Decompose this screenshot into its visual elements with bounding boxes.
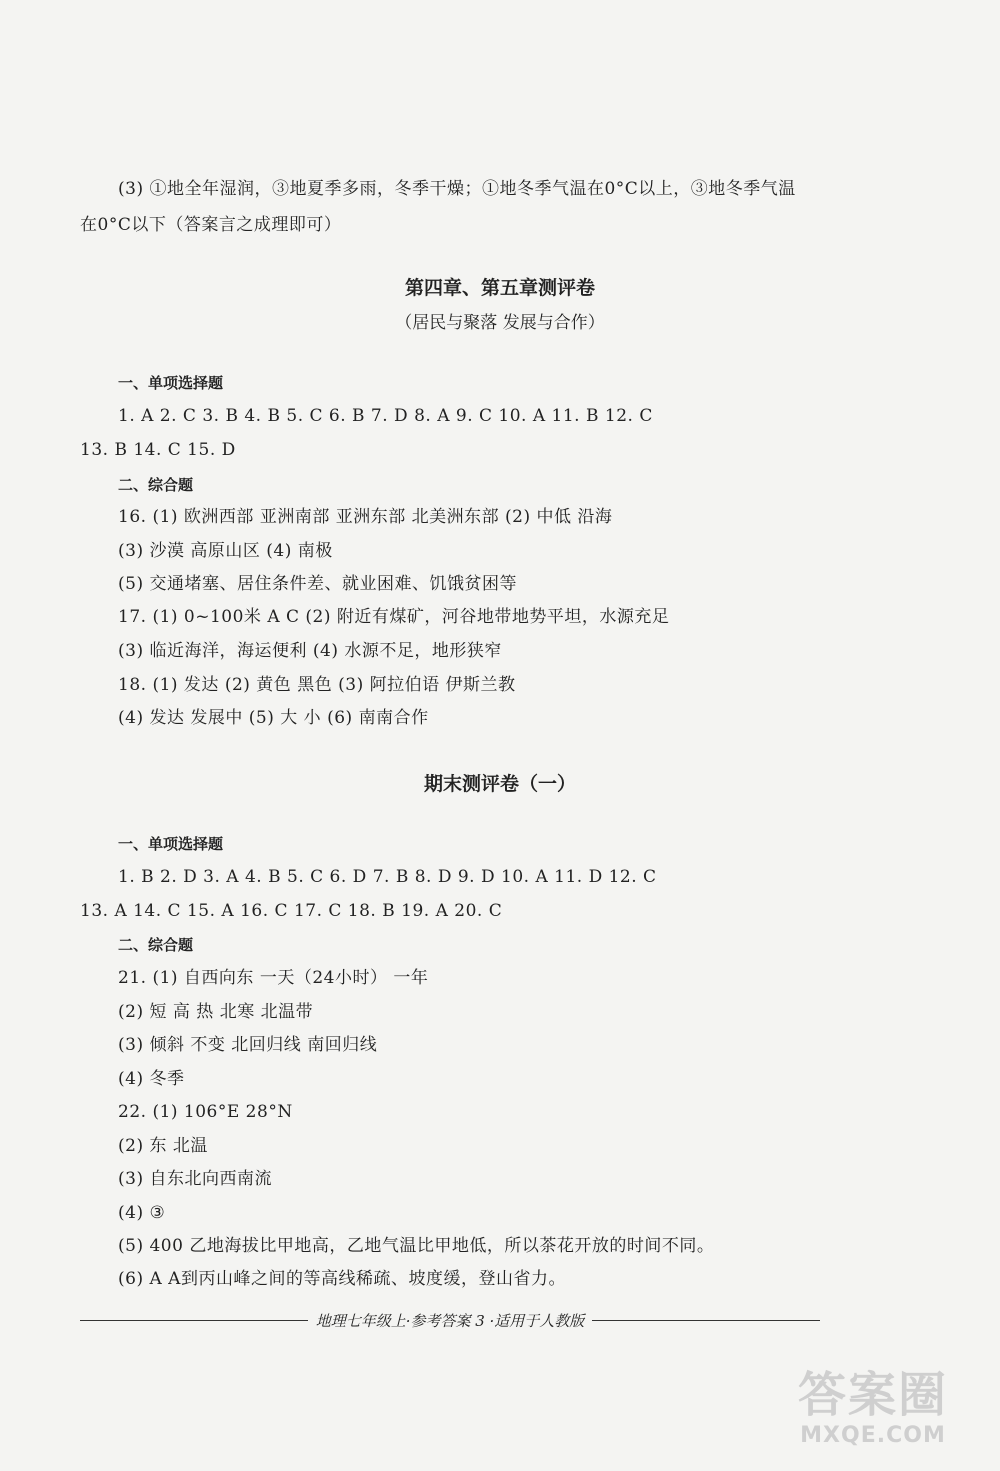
- watermark-url: MXQE.COM: [800, 1423, 946, 1448]
- section-subtitle: （居民与聚落 发展与合作）: [395, 313, 605, 333]
- answer-line: 18. (1) 发达 (2) 黄色 黑色 (3) 阿拉伯语 伊斯兰教: [118, 675, 516, 695]
- section-title: 第四章、第五章测评卷: [404, 277, 595, 299]
- answer-line: (6) A A到丙山峰之间的等高线稀疏、坡度缓，登山省力。: [118, 1269, 566, 1289]
- text-line: 在0°C以下（答案言之成理即可）: [80, 215, 342, 235]
- answer-line: 22. (1) 106°E 28°N: [118, 1102, 293, 1122]
- answer-line: 16. (1) 欧洲西部 亚洲南部 亚洲东部 北美洲东部 (2) 中低 沿海: [118, 507, 613, 527]
- part-heading: 一、单项选择题: [118, 835, 224, 853]
- answer-line: (3) 沙漠 高原山区 (4) 南极: [118, 541, 333, 561]
- answer-line: (4) ③: [118, 1203, 166, 1223]
- answer-line: 13. B 14. C 15. D: [80, 440, 236, 460]
- footer-text: 地理七年级上·参考答案 3 ·适用于人教版: [315, 1311, 585, 1330]
- answer-line: (3) 自东北向西南流: [118, 1169, 272, 1189]
- answer-line: 21. (1) 自西向东 一天（24小时） 一年: [118, 968, 429, 988]
- part-heading: 一、单项选择题: [118, 374, 224, 392]
- answer-line: 1. B 2. D 3. A 4. B 5. C 6. D 7. B 8. D 9. D 10. A 11. D 12. C: [118, 867, 657, 887]
- part-heading: 二、综合题: [118, 476, 194, 494]
- answer-line: (5) 交通堵塞、居住条件差、就业困难、饥饿贫困等: [118, 574, 517, 594]
- answer-line: (5) 400 乙地海拔比甲地高，乙地气温比甲地低，所以茶花开放的时间不同。: [118, 1236, 715, 1256]
- watermark-text: 答案圈: [797, 1367, 948, 1423]
- footer-rule-left: [80, 1320, 308, 1321]
- answer-line: (3) 临近海洋，海运便利 (4) 水源不足，地形狭窄: [118, 641, 502, 661]
- part-heading: 二、综合题: [118, 936, 194, 954]
- answer-line: (4) 发达 发展中 (5) 大 小 (6) 南南合作: [118, 708, 429, 728]
- footer-rule-right: [592, 1320, 820, 1321]
- watermark-logo: [768, 1367, 978, 1457]
- answer-line: (3) 倾斜 不变 北回归线 南回归线: [118, 1035, 378, 1055]
- answer-line: 1. A 2. C 3. B 4. B 5. C 6. B 7. D 8. A 9. C 10. A 11. B 12. C: [118, 406, 653, 426]
- answer-line: (2) 短 高 热 北寒 北温带: [118, 1002, 314, 1022]
- page-footer: [80, 1308, 820, 1332]
- section-title: 期末测评卷（一）: [423, 773, 576, 795]
- answer-line: 13. A 14. C 15. A 16. C 17. C 18. B 19. A 20. C: [80, 901, 503, 921]
- answer-line: (2) 东 北温: [118, 1136, 208, 1156]
- answer-line: 17. (1) 0~100米 A C (2) 附近有煤矿，河谷地带地势平坦，水源充足: [118, 607, 670, 627]
- text-line: (3) ①地全年湿润，③地夏季多雨，冬季干燥；①地冬季气温在0°C以上，③地冬季气温: [118, 179, 796, 199]
- answer-line: (4) 冬季: [118, 1069, 185, 1089]
